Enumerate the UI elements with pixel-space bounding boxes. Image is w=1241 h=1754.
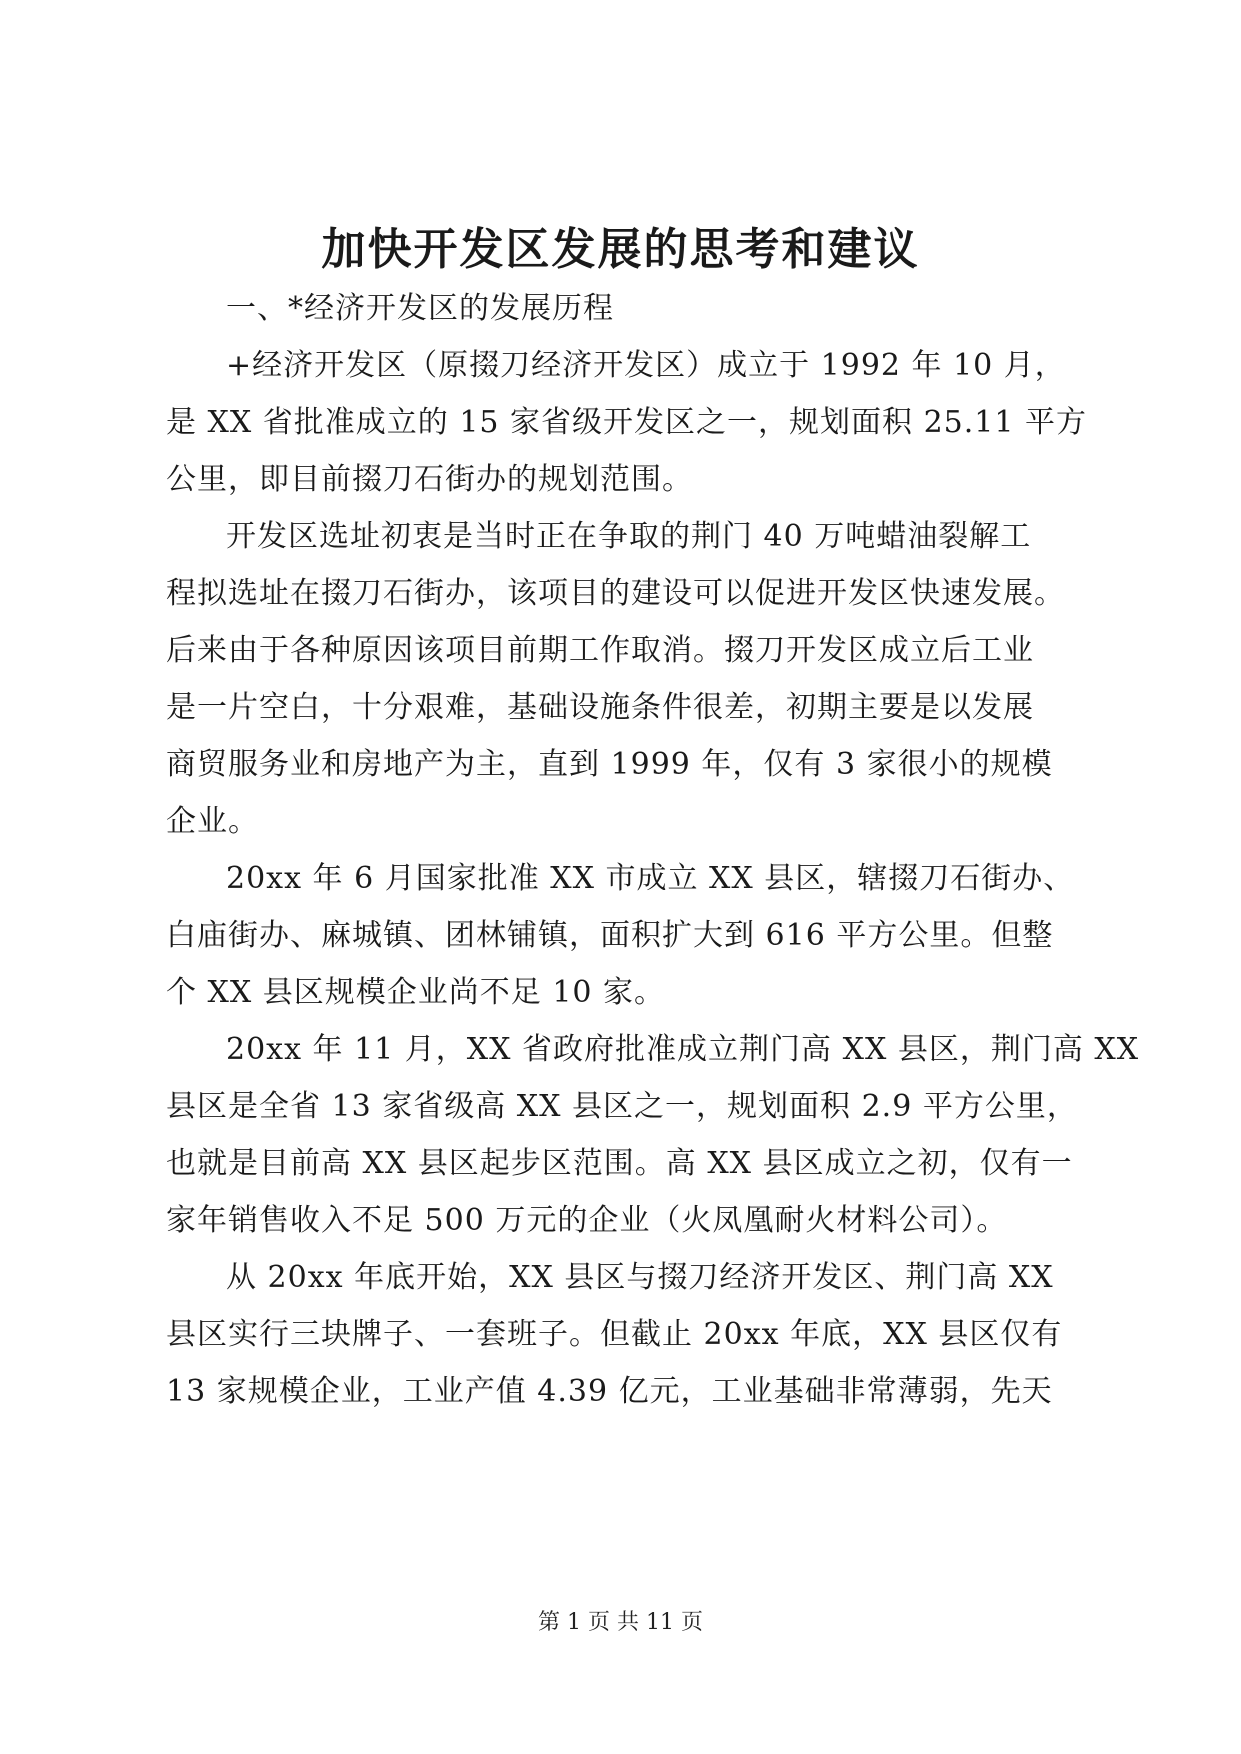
body-line: 20xx 年 6 月国家批准 XX 市成立 XX 县区，辖掇刀石街办、 xyxy=(226,861,1075,896)
body-line: 从 20xx 年底开始，XX 县区与掇刀经济开发区、荆门高 XX xyxy=(226,1260,1054,1295)
body-line: 一、*经济开发区的发展历程 xyxy=(226,291,614,326)
body-line: 商贸服务业和房地产为主，直到 1999 年，仅有 3 家很小的规模 xyxy=(166,747,1053,782)
body-line: 公里，即目前掇刀石街办的规划范围。 xyxy=(166,462,693,497)
body-line: 家年销售收入不足 500 万元的企业（火凤凰耐火材料公司）。 xyxy=(166,1203,1008,1238)
document-title: 加快开发区发展的思考和建议 xyxy=(321,224,920,275)
body-line: 是一片空白，十分艰难，基础设施条件很差，初期主要是以发展 xyxy=(166,690,1034,725)
body-line: +经济开发区（原掇刀经济开发区）成立于 1992 年 10 月， xyxy=(226,348,1066,383)
body-line: 13 家规模企业，工业产值 4.39 亿元，工业基础非常薄弱，先天 xyxy=(166,1374,1053,1409)
body-line: 20xx 年 11 月，XX 省政府批准成立荆门高 XX 县区，荆门高 XX xyxy=(226,1032,1140,1067)
body-line: 是 XX 省批准成立的 15 家省级开发区之一，规划面积 25.11 平方 xyxy=(166,405,1087,440)
body-line: 县区是全省 13 家省级高 XX 县区之一，规划面积 2.9 平方公里， xyxy=(166,1089,1078,1124)
body-line: 也就是目前高 XX 县区起步区范围。高 XX 县区成立之初，仅有一 xyxy=(166,1146,1073,1181)
body-line: 后来由于各种原因该项目前期工作取消。掇刀开发区成立后工业 xyxy=(166,633,1034,668)
body-line: 企业。 xyxy=(166,804,259,839)
body-line: 白庙街办、麻城镇、团林铺镇，面积扩大到 616 平方公里。但整 xyxy=(166,918,1054,953)
body-line: 开发区选址初衷是当时正在争取的荆门 40 万吨蜡油裂解工 xyxy=(226,519,1032,554)
body-line: 程拟选址在掇刀石街办，该项目的建设可以促进开发区快速发展。 xyxy=(166,576,1065,611)
page-footer: 第 1 页 共 11 页 xyxy=(538,1610,703,1635)
body-line: 个 XX 县区规模企业尚不足 10 家。 xyxy=(166,975,666,1010)
body-line: 县区实行三块牌子、一套班子。但截止 20xx 年底，XX 县区仅有 xyxy=(166,1317,1063,1352)
